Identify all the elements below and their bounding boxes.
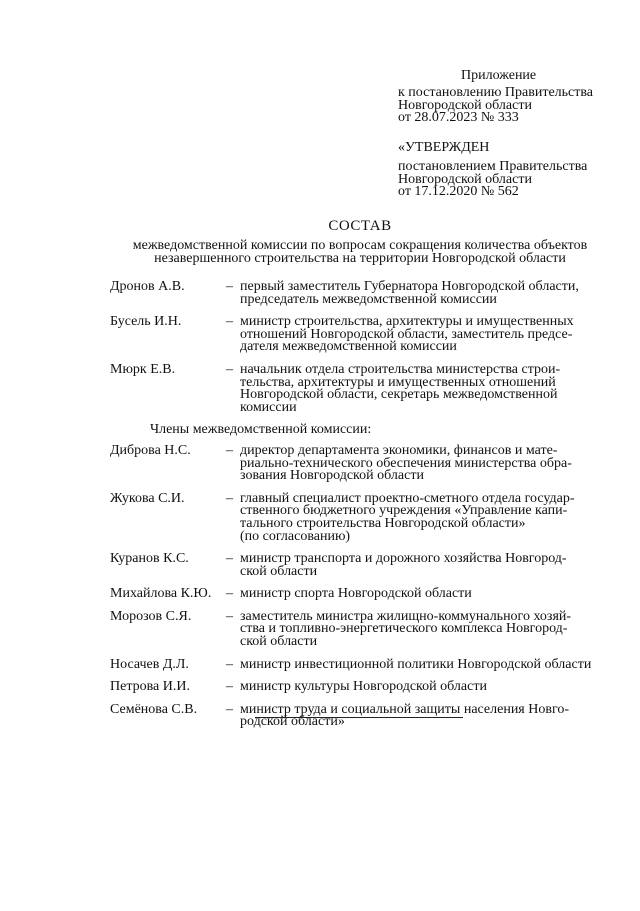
member-dash: – (226, 442, 233, 458)
position-line: комиссии (240, 399, 297, 415)
closing-rule (255, 717, 463, 718)
appendix-line: от 28.07.2023 № 333 (398, 110, 519, 126)
position-line: председатель межведомственной комиссии (240, 291, 497, 307)
subtitle-line: незавершенного строительства на территории Новгородской области (154, 250, 566, 266)
member-dash: – (226, 551, 233, 567)
member-position (240, 316, 610, 354)
position-line: министр инвестиционной политики Новгородской области (240, 656, 592, 672)
position-line: первый заместитель Губернатора Новгородской области, (240, 279, 579, 294)
approval-line: от 17.12.2020 № 562 (398, 184, 519, 200)
approval-line: постановлением Правительства (398, 159, 588, 174)
member-name: Куранов К.С. (110, 551, 189, 567)
member-name: Дронов А.В. (110, 279, 185, 294)
commission-member-row (110, 656, 610, 672)
approval-reference (398, 161, 587, 199)
member-name: Диброва Н.С. (110, 442, 191, 458)
position-line: начальник отдела строительства министерства строи- (240, 361, 561, 377)
position-line: ской области (240, 634, 318, 650)
member-name: Михайлова К.Ю. (110, 586, 212, 602)
commission-member-row (110, 490, 610, 544)
appendix-line: к постановлению Правительства (398, 85, 594, 100)
commission-member-row (110, 442, 610, 484)
commission-member-row (110, 361, 610, 415)
position-line: министр культуры Новгородской области (240, 679, 487, 695)
member-position (240, 361, 610, 415)
member-position (240, 442, 610, 484)
position-line: ственного бюджетного учреждения «Управление капи- (240, 503, 568, 519)
approval-line: Новгородской области (398, 171, 532, 187)
member-dash: – (226, 490, 233, 506)
member-dash: – (226, 586, 233, 602)
appendix-title: Приложение (461, 68, 537, 83)
commission-member-row (110, 553, 610, 578)
members-heading: Члены межведомственной комиссии: (150, 422, 372, 438)
document-subtitle (60, 240, 640, 265)
member-position (240, 553, 610, 578)
leadership-list (110, 281, 610, 414)
position-line: ства и топливно-энергетического комплекса Новгород- (240, 621, 568, 637)
member-dash: – (226, 279, 233, 294)
commission-member-row (110, 281, 610, 306)
position-line: дателя межведомственной комиссии (240, 339, 457, 355)
position-line: министр транспорта и дорожного хозяйства Новгород- (240, 551, 567, 567)
commission-member-row (110, 588, 610, 601)
position-line: министр спорта Новгородской области (240, 586, 472, 602)
member-name: Морозов С.Я. (110, 608, 192, 624)
member-position (240, 588, 610, 601)
member-dash: – (226, 314, 233, 330)
position-line: зования Новгородской области (240, 468, 424, 484)
appendix-line: Новгородской области (398, 97, 532, 113)
position-line: главный специалист проектно-сметного отдела государ- (240, 490, 575, 506)
appendix-reference (398, 87, 593, 125)
commission-member-row (110, 608, 610, 650)
document-title: СОСТАВ (328, 218, 392, 234)
position-line: заместитель министра жилищно-коммунального хозяй- (240, 608, 572, 624)
position-line: (по согласованию) (240, 528, 351, 544)
member-name: Петрова И.И. (110, 679, 190, 695)
position-line: Новгородской области, секретарь межведомственной (240, 387, 558, 403)
commission-member-row (110, 681, 610, 694)
position-line: тельства, архитектуры и имущественных отношений (240, 374, 556, 390)
member-dash: – (226, 656, 233, 672)
member-name: Жукова С.И. (110, 490, 185, 506)
member-position (240, 281, 610, 306)
member-position (240, 681, 610, 694)
member-dash: – (226, 679, 233, 695)
member-name: Бусель И.Н. (110, 314, 182, 330)
position-line: министр строительства, архитектуры и имущественных (240, 314, 574, 330)
subtitle-line: межведомственной комиссии по вопросам сокращения количества объектов (132, 238, 588, 253)
position-line: ской области (240, 563, 318, 579)
member-position (240, 656, 610, 672)
position-line: тального строительства Новгородской области» (240, 515, 526, 531)
position-line: министр труда и социальной защиты населения Новго- (240, 701, 570, 717)
member-dash: – (226, 701, 233, 717)
member-position (240, 608, 610, 650)
position-line: директор департамента экономики, финансов и мате- (240, 442, 558, 458)
member-name: Семёнова С.В. (110, 701, 198, 717)
member-position (240, 490, 610, 544)
position-line: риально-технического обеспечения министерства обра- (240, 455, 572, 471)
member-name: Мюрк Е.В. (110, 361, 176, 377)
commission-member-row (110, 316, 610, 354)
commission-list (110, 281, 610, 739)
position-line: родской области» (240, 714, 345, 730)
members-list (110, 442, 610, 730)
approval-title: «УТВЕРЖДЕН (398, 140, 490, 155)
position-line: отношений Новгородской области, заместитель предсе- (240, 326, 573, 342)
member-dash: – (226, 361, 233, 377)
member-name: Носачев Д.Л. (110, 656, 189, 672)
member-dash: – (226, 608, 233, 624)
